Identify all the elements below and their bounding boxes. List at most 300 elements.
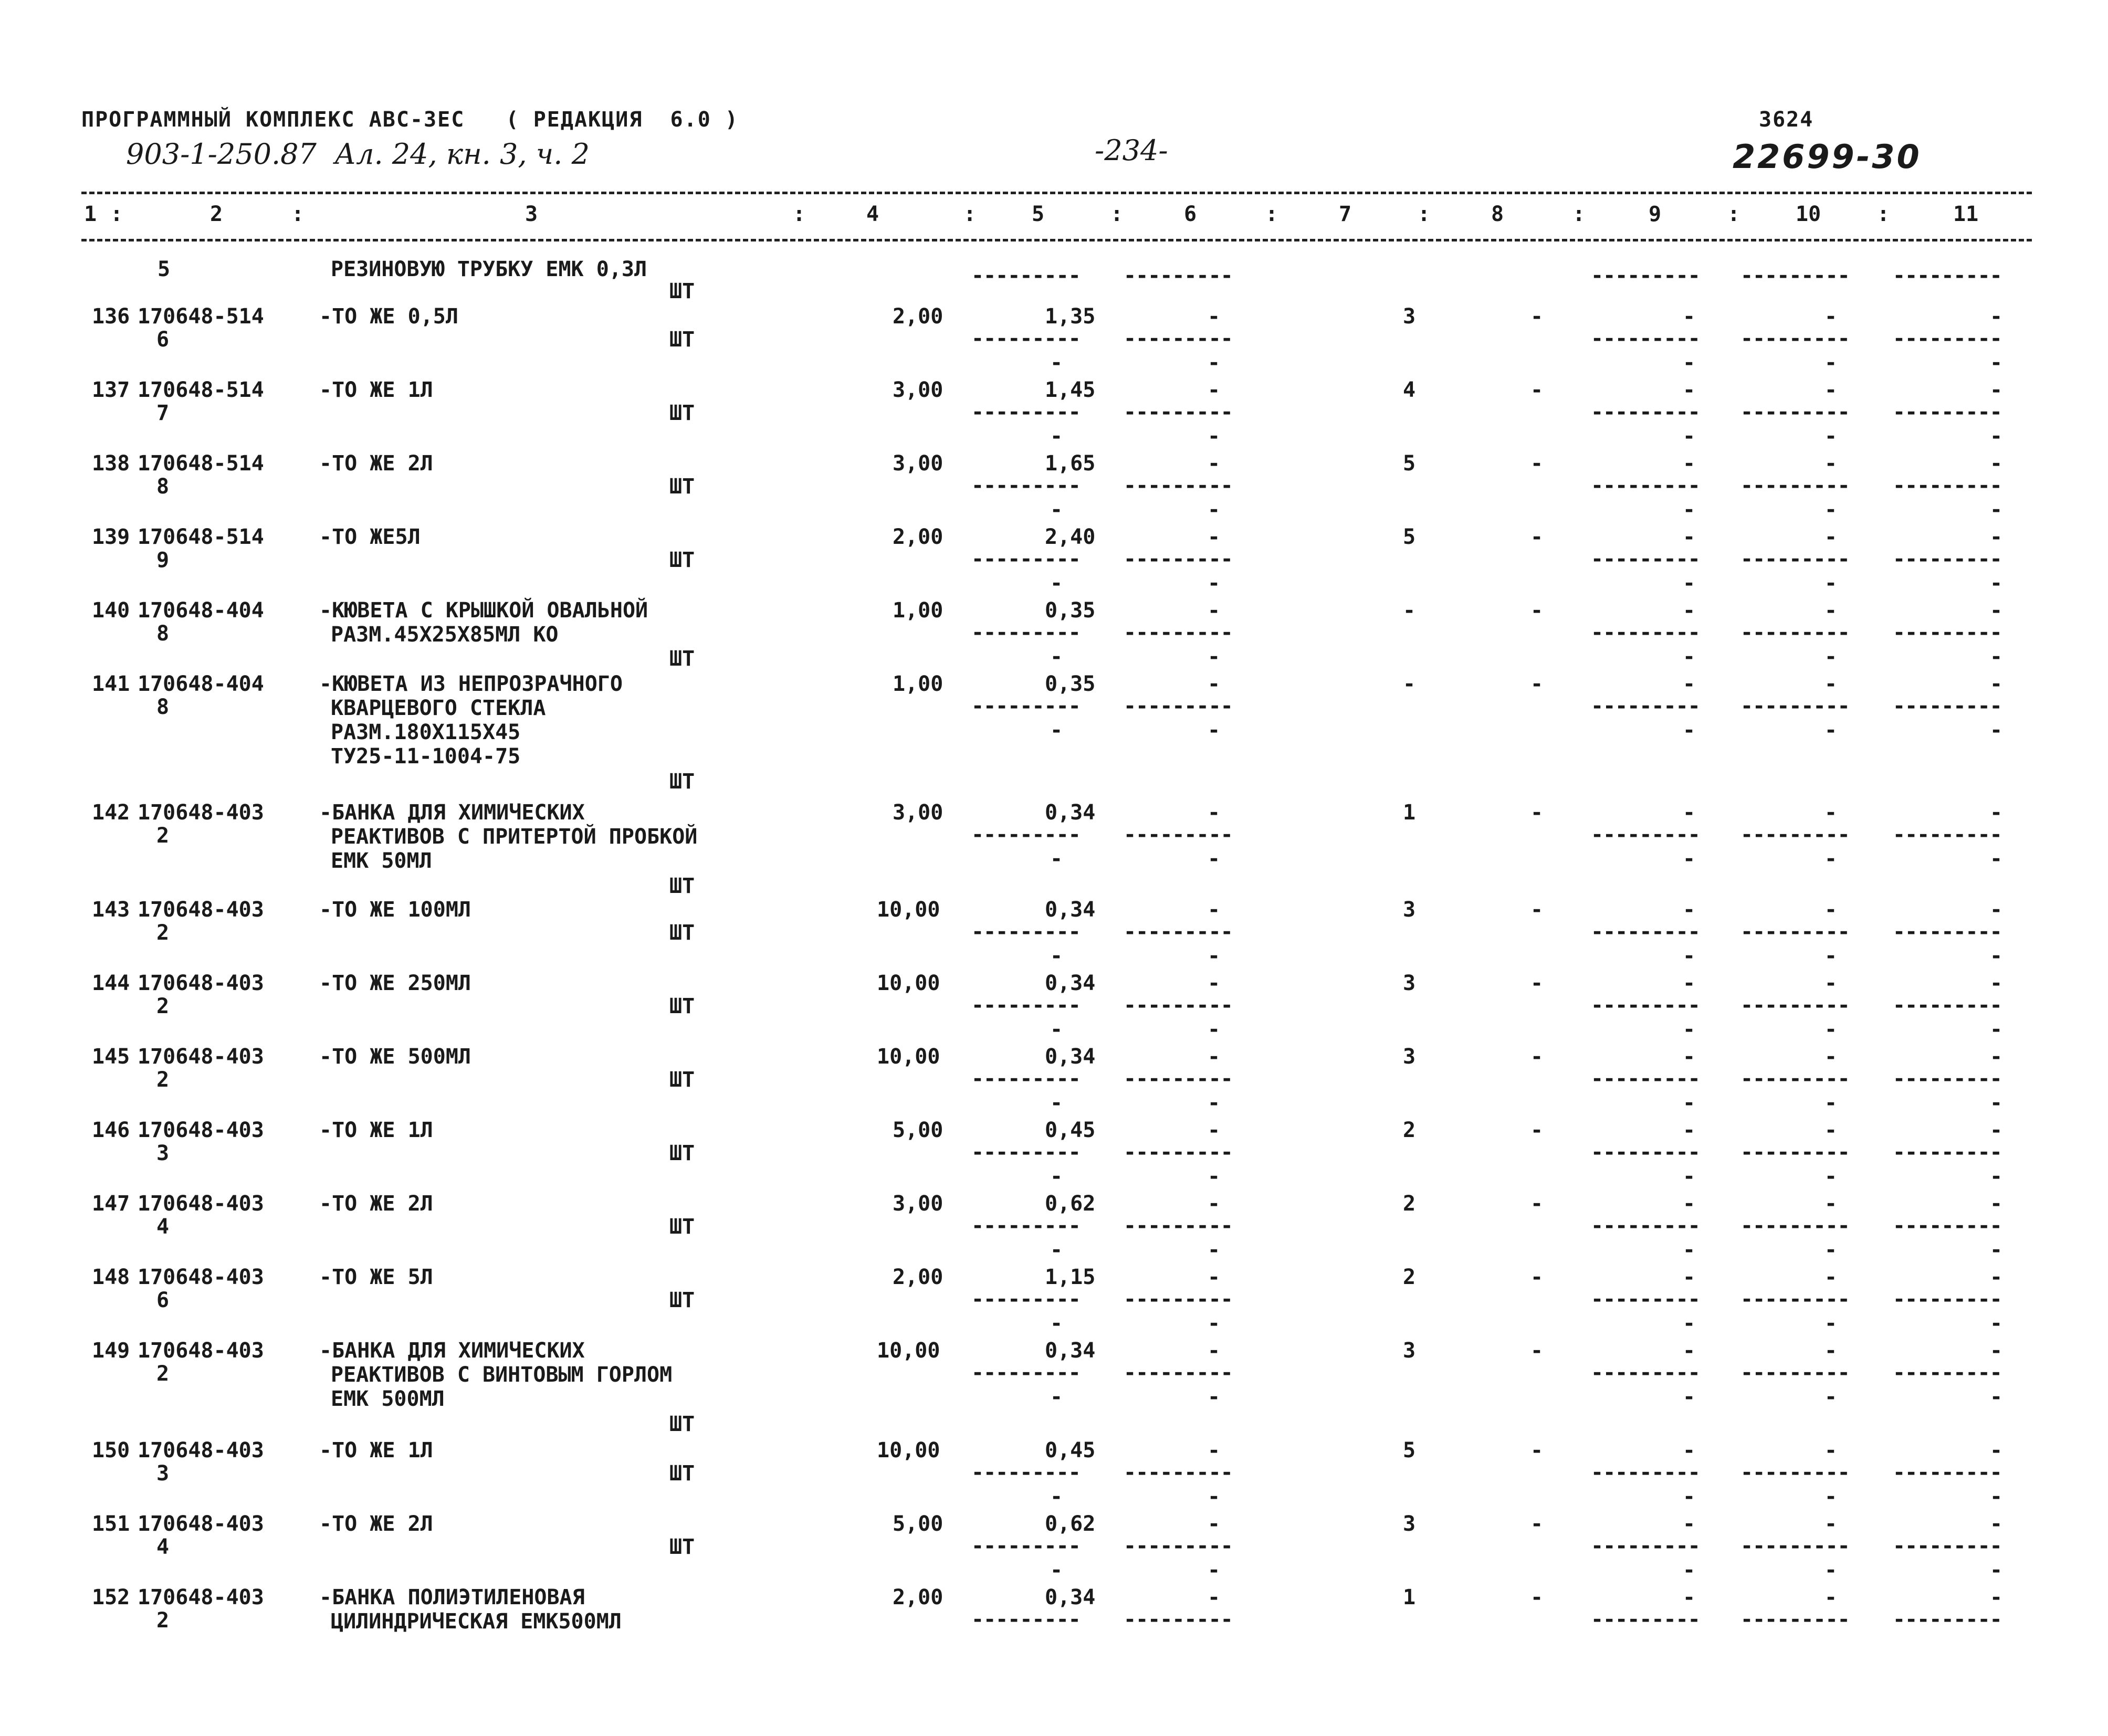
unit-label: ШТ <box>669 1288 695 1312</box>
col10-value: - <box>1824 971 1838 995</box>
dash-rule: --------- <box>1893 474 2002 498</box>
item-subcode: 2 <box>156 921 170 945</box>
continuation-mark: - <box>1208 1164 1221 1188</box>
col6-value: - <box>1208 451 1221 476</box>
col11-value: - <box>1990 801 2003 825</box>
spec-table <box>0 247 2108 1664</box>
col6-value: - <box>1208 1438 1221 1463</box>
quantity: 3,00 <box>893 801 943 825</box>
col7-value: 5 <box>1403 451 1416 476</box>
dash-rule: --------- <box>971 264 1081 288</box>
col8-value: - <box>1530 898 1544 922</box>
column-header-6: 6 <box>1184 202 1197 226</box>
item-code: 170648-514 <box>138 451 264 476</box>
continuation-mark: - <box>1990 1311 2003 1335</box>
continuation-mark: - <box>1208 944 1221 968</box>
dash-rule: --------- <box>1124 1214 1233 1238</box>
row-number: 150 <box>92 1438 130 1463</box>
continuation-mark: - <box>1050 424 1063 448</box>
dash-rule: --------- <box>1893 547 2002 571</box>
continuation-mark: - <box>1208 571 1221 595</box>
dash-rule: --------- <box>1124 823 1233 847</box>
item-name: -БАНКА ДЛЯ ХИМИЧЕСКИХ <box>319 801 585 825</box>
dash-rule: --------- <box>971 400 1081 424</box>
col8-value: - <box>1530 1438 1544 1463</box>
item-name: -ТО ЖЕ 1Л <box>319 378 433 402</box>
col11-value: - <box>1990 598 2003 623</box>
continuation-mark: - <box>1050 1091 1063 1115</box>
continuation-mark: - <box>1208 718 1221 742</box>
item-subcode: 4 <box>156 1535 170 1559</box>
col7-value: 2 <box>1403 1118 1416 1142</box>
unit-price: 0,35 <box>1045 672 1096 696</box>
continuation-mark: - <box>1990 351 2003 375</box>
col8-value: - <box>1530 1585 1544 1609</box>
col8-value: - <box>1530 378 1544 402</box>
col9-value: - <box>1683 1512 1696 1536</box>
dash-rule: --------- <box>1124 1287 1233 1311</box>
unit-label: ШТ <box>669 328 695 352</box>
continuation-mark: - <box>1050 1017 1063 1041</box>
unit-label: ШТ <box>669 1215 695 1239</box>
continuation-mark: - <box>1990 944 2003 968</box>
unit-label: ШТ <box>669 921 695 945</box>
item-name: -КЮВЕТА С КРЫШКОЙ ОВАЛЬНОЙ <box>319 598 648 623</box>
row-number: 151 <box>92 1512 130 1536</box>
col9-value: - <box>1683 525 1696 549</box>
item-name: -ТО ЖЕ 500МЛ <box>319 1045 471 1069</box>
dash-rule: --------- <box>1124 694 1233 718</box>
column-header-3: 3 <box>525 202 538 226</box>
item-subcode: 6 <box>156 1288 170 1312</box>
continuation-mark: - <box>1050 1485 1063 1509</box>
header-bottom-rule <box>81 239 2032 241</box>
col8-value: - <box>1530 525 1544 549</box>
col7-value: 4 <box>1403 378 1416 402</box>
unit-label: ШТ <box>669 1141 695 1165</box>
dash-rule: --------- <box>971 823 1081 847</box>
row-number: 148 <box>92 1265 130 1289</box>
col10-value: - <box>1824 1512 1838 1536</box>
item-name: -ТО ЖЕ 0,5Л <box>319 304 458 329</box>
dash-rule: --------- <box>1591 474 1700 498</box>
continuation-mark: - <box>1824 424 1838 448</box>
document-number: 22699-30 <box>1733 138 1922 176</box>
continuation-mark: - <box>1824 1485 1838 1509</box>
quantity: 1,00 <box>893 598 943 623</box>
quantity: 5,00 <box>893 1118 943 1142</box>
continuation-mark: - <box>1683 571 1696 595</box>
dash-rule: --------- <box>1591 400 1700 424</box>
dash-rule: --------- <box>1124 1067 1233 1091</box>
dash-rule: --------- <box>1740 1067 1850 1091</box>
dash-rule: --------- <box>1893 823 2002 847</box>
continuation-mark: - <box>1208 1385 1221 1409</box>
col9-value: - <box>1683 672 1696 696</box>
continuation-mark: - <box>1824 1238 1838 1262</box>
continuation-mark: - <box>1824 944 1838 968</box>
column-header-11: 11 <box>1953 202 1979 226</box>
unit-label: ШТ <box>669 1412 695 1436</box>
dash-rule: --------- <box>971 327 1081 351</box>
col11-value: - <box>1990 1045 2003 1069</box>
col7-value: 2 <box>1403 1265 1416 1289</box>
col9-value: - <box>1683 1438 1696 1463</box>
item-code: 170648-514 <box>138 378 264 402</box>
continuation-mark: - <box>1050 1164 1063 1188</box>
unit-price: 1,15 <box>1045 1265 1096 1289</box>
column-separator: : <box>1727 202 1740 226</box>
col7-value: 3 <box>1403 1339 1416 1363</box>
col8-value: - <box>1530 1045 1544 1069</box>
continuation-mark: - <box>1208 1485 1221 1509</box>
col10-value: - <box>1824 1438 1838 1463</box>
column-header-9: 9 <box>1649 202 1662 226</box>
continuation-mark: - <box>1990 1238 2003 1262</box>
item-code: 170648-404 <box>138 672 264 696</box>
col9-value: - <box>1683 1045 1696 1069</box>
continuation-mark: - <box>1208 424 1221 448</box>
dash-rule: --------- <box>1740 1287 1850 1311</box>
continuation-mark: - <box>1208 1017 1221 1041</box>
continuation-mark: - <box>1050 1385 1063 1409</box>
unit-label: ШТ <box>669 1535 695 1559</box>
continuation-mark: - <box>1208 351 1221 375</box>
dash-rule: --------- <box>1893 620 2002 645</box>
unit-label: ШТ <box>669 647 695 671</box>
unit-price: 0,45 <box>1045 1438 1096 1463</box>
dash-rule: --------- <box>971 1214 1081 1238</box>
continuation-mark: - <box>1683 498 1696 522</box>
dash-rule: --------- <box>1591 547 1700 571</box>
col8-value: - <box>1530 1118 1544 1142</box>
dash-rule: --------- <box>1740 1140 1850 1164</box>
quantity: 10,00 <box>877 898 940 922</box>
continuation-mark: - <box>1990 1558 2003 1582</box>
row-number: 137 <box>92 378 130 402</box>
dash-rule: --------- <box>1591 1214 1700 1238</box>
col7-value: 2 <box>1403 1192 1416 1216</box>
project-code-handwritten: 903-1-250.87 Ал. 24, кн. 3, ч. 2 <box>126 138 590 171</box>
col6-value: - <box>1208 304 1221 329</box>
quantity: 2,00 <box>893 1585 943 1609</box>
col11-value: - <box>1990 525 2003 549</box>
unit-price: 0,62 <box>1045 1192 1096 1216</box>
col7-value: 3 <box>1403 1045 1416 1069</box>
col6-value: - <box>1208 1265 1221 1289</box>
dash-rule: --------- <box>1740 1460 1850 1485</box>
item-code: 170648-403 <box>138 971 264 995</box>
col8-value: - <box>1530 1192 1544 1216</box>
continuation-mark: - <box>1050 351 1063 375</box>
item-name: -БАНКА ДЛЯ ХИМИЧЕСКИХ <box>319 1339 585 1363</box>
col8-value: - <box>1530 598 1544 623</box>
continuation-mark: - <box>1683 1017 1696 1041</box>
col10-value: - <box>1824 598 1838 623</box>
continuation-mark: - <box>1990 1091 2003 1115</box>
quantity: 10,00 <box>877 971 940 995</box>
col7-value: 5 <box>1403 1438 1416 1463</box>
quantity: 3,00 <box>893 378 943 402</box>
quantity: 2,00 <box>893 1265 943 1289</box>
continuation-mark: - <box>1050 571 1063 595</box>
column-header-4: 4 <box>866 202 879 226</box>
item-subcode: 9 <box>156 548 170 572</box>
item-code: 170648-403 <box>138 898 264 922</box>
dash-rule: --------- <box>1591 1287 1700 1311</box>
dash-rule: --------- <box>1893 1214 2002 1238</box>
item-code: 170648-403 <box>138 1265 264 1289</box>
dash-rule: --------- <box>1893 1287 2002 1311</box>
dash-rule: --------- <box>971 1067 1081 1091</box>
col11-value: - <box>1990 1118 2003 1142</box>
unit-price: 0,34 <box>1045 898 1096 922</box>
col6-value: - <box>1208 1045 1221 1069</box>
dash-rule: --------- <box>1740 620 1850 645</box>
continuation-mark: - <box>1683 718 1696 742</box>
col7-value: 3 <box>1403 971 1416 995</box>
continuation-mark: - <box>1683 1558 1696 1582</box>
column-separator: : <box>1265 202 1278 226</box>
dash-rule: --------- <box>1893 1607 2002 1632</box>
col9-value: - <box>1683 1339 1696 1363</box>
quantity: 2,00 <box>893 525 943 549</box>
item-code: 170648-403 <box>138 1339 264 1363</box>
col7-value: - <box>1403 598 1416 623</box>
continuation-mark: - <box>1050 1238 1063 1262</box>
column-separator: : <box>1110 202 1124 226</box>
unit-price: 0,34 <box>1045 1585 1096 1609</box>
item-name: ТУ25-11-1004-75 <box>331 744 521 769</box>
col10-value: - <box>1824 801 1838 825</box>
unit-price: 1,65 <box>1045 451 1096 476</box>
dash-rule: --------- <box>971 1140 1081 1164</box>
dash-rule: --------- <box>971 1460 1081 1485</box>
item-name: ЕМК 500МЛ <box>331 1387 445 1411</box>
dash-rule: --------- <box>1124 620 1233 645</box>
col11-value: - <box>1990 971 2003 995</box>
col8-value: - <box>1530 801 1544 825</box>
item-code: 170648-514 <box>138 304 264 329</box>
dash-rule: --------- <box>1591 920 1700 944</box>
col10-value: - <box>1824 1339 1838 1363</box>
quantity: 3,00 <box>893 1192 943 1216</box>
row-number: 140 <box>92 598 130 623</box>
unit-label: ШТ <box>669 279 695 303</box>
top-rule <box>81 192 2032 194</box>
dash-rule: --------- <box>971 1287 1081 1311</box>
col9-value: - <box>1683 898 1696 922</box>
continuation-mark: - <box>1208 498 1221 522</box>
continuation-mark: - <box>1683 351 1696 375</box>
continuation-mark: - <box>1824 1164 1838 1188</box>
item-name: РАЗМ.45Х25Х85МЛ КО <box>331 623 559 647</box>
column-header-8: 8 <box>1491 202 1504 226</box>
col9-value: - <box>1683 1118 1696 1142</box>
col8-value: - <box>1530 304 1544 329</box>
quantity: 1,00 <box>893 672 943 696</box>
col11-value: - <box>1990 672 2003 696</box>
col7-value: - <box>1403 672 1416 696</box>
column-header-2: 2 <box>210 202 223 226</box>
row-number: 152 <box>92 1585 130 1609</box>
col8-value: - <box>1530 1512 1544 1536</box>
item-subcode: 4 <box>156 1215 170 1239</box>
continuation-mark: - <box>1050 1558 1063 1582</box>
dash-rule: --------- <box>1124 547 1233 571</box>
item-name: ЦИЛИНДРИЧЕСКАЯ ЕМК500МЛ <box>331 1609 622 1634</box>
col9-value: - <box>1683 378 1696 402</box>
col6-value: - <box>1208 672 1221 696</box>
continuation-mark: - <box>1050 1311 1063 1335</box>
dash-rule: --------- <box>1591 694 1700 718</box>
dash-rule: --------- <box>1740 264 1850 288</box>
continuation-mark: - <box>1208 1558 1221 1582</box>
dash-rule: --------- <box>1591 264 1700 288</box>
unit-label: ШТ <box>669 874 695 898</box>
col11-value: - <box>1990 1585 2003 1609</box>
dash-rule: --------- <box>1591 993 1700 1017</box>
continuation-mark: - <box>1208 1091 1221 1115</box>
dash-rule: --------- <box>1591 1607 1700 1632</box>
col11-value: - <box>1990 304 2003 329</box>
col7-value: 3 <box>1403 1512 1416 1536</box>
item-subcode: 2 <box>156 1608 170 1633</box>
continuation-mark: - <box>1824 1017 1838 1041</box>
continuation-mark: - <box>1990 847 2003 871</box>
dash-rule: --------- <box>1893 1140 2002 1164</box>
col10-value: - <box>1824 1045 1838 1069</box>
col9-value: - <box>1683 1585 1696 1609</box>
unit-label: ШТ <box>669 1461 695 1486</box>
unit-label: ШТ <box>669 401 695 425</box>
continuation-mark: - <box>1683 944 1696 968</box>
dash-rule: --------- <box>971 694 1081 718</box>
column-separator: : <box>110 202 123 226</box>
continuation-mark: - <box>1683 645 1696 669</box>
item-code: 170648-403 <box>138 801 264 825</box>
item-code: 170648-404 <box>138 598 264 623</box>
continuation-mark: - <box>1990 1017 2003 1041</box>
unit-label: ШТ <box>669 770 695 794</box>
item-code: 170648-403 <box>138 1512 264 1536</box>
col6-value: - <box>1208 1512 1221 1536</box>
dash-rule: --------- <box>971 474 1081 498</box>
carryover-name: РЕЗИНОВУЮ ТРУБКУ ЕМК 0,3Л <box>331 257 647 281</box>
col10-value: - <box>1824 898 1838 922</box>
unit-label: ШТ <box>669 475 695 499</box>
row-number: 141 <box>92 672 130 696</box>
col7-value: 1 <box>1403 1585 1416 1609</box>
continuation-mark: - <box>1208 645 1221 669</box>
row-number: 143 <box>92 898 130 922</box>
quantity: 2,00 <box>893 304 943 329</box>
dash-rule: --------- <box>1893 264 2002 288</box>
col9-value: - <box>1683 598 1696 623</box>
continuation-mark: - <box>1990 424 2003 448</box>
continuation-mark: - <box>1683 1311 1696 1335</box>
continuation-mark: - <box>1990 1485 2003 1509</box>
dash-rule: --------- <box>1893 1067 2002 1091</box>
unit-price: 0,35 <box>1045 598 1096 623</box>
column-header <box>0 202 2108 228</box>
continuation-mark: - <box>1683 847 1696 871</box>
col6-value: - <box>1208 525 1221 549</box>
dash-rule: --------- <box>1124 993 1233 1017</box>
col11-value: - <box>1990 451 2003 476</box>
column-separator: : <box>963 202 977 226</box>
dash-rule: --------- <box>1124 400 1233 424</box>
unit-label: ШТ <box>669 994 695 1018</box>
program-title: ПРОГРАММНЫЙ КОМПЛЕКС АВС-3ЕС ( РЕДАКЦИЯ 6.0 ) <box>81 108 739 132</box>
quantity: 3,00 <box>893 451 943 476</box>
continuation-mark: - <box>1683 1091 1696 1115</box>
item-subcode: 2 <box>156 1362 170 1386</box>
unit-price: 0,34 <box>1045 1339 1096 1363</box>
row-number: 139 <box>92 525 130 549</box>
item-name: КВАРЦЕВОГО СТЕКЛА <box>331 696 546 720</box>
dash-rule: --------- <box>971 1361 1081 1385</box>
col10-value: - <box>1824 451 1838 476</box>
dash-rule: --------- <box>1893 1534 2002 1558</box>
col8-value: - <box>1530 451 1544 476</box>
item-name: -ТО ЖЕ 5Л <box>319 1265 433 1289</box>
dash-rule: --------- <box>1893 1460 2002 1485</box>
item-subcode: 3 <box>156 1461 170 1486</box>
row-number: 149 <box>92 1339 130 1363</box>
unit-price: 1,35 <box>1045 304 1096 329</box>
unit-price: 0,45 <box>1045 1118 1096 1142</box>
item-name: -ТО ЖЕ 1Л <box>319 1118 433 1142</box>
item-name: -ТО ЖЕ 1Л <box>319 1438 433 1463</box>
col7-value: 3 <box>1403 304 1416 329</box>
col8-value: - <box>1530 971 1544 995</box>
col9-value: - <box>1683 801 1696 825</box>
continuation-mark: - <box>1824 498 1838 522</box>
col6-value: - <box>1208 1339 1221 1363</box>
col8-value: - <box>1530 1339 1544 1363</box>
continuation-mark: - <box>1824 1558 1838 1582</box>
col7-value: 3 <box>1403 898 1416 922</box>
unit-price: 0,34 <box>1045 801 1096 825</box>
continuation-mark: - <box>1990 645 2003 669</box>
col10-value: - <box>1824 525 1838 549</box>
dash-rule: --------- <box>971 920 1081 944</box>
col8-value: - <box>1530 672 1544 696</box>
dash-rule: --------- <box>1124 264 1233 288</box>
row-number: 136 <box>92 304 130 329</box>
continuation-mark: - <box>1990 1164 2003 1188</box>
dash-rule: --------- <box>1591 1460 1700 1485</box>
item-code: 170648-403 <box>138 1192 264 1216</box>
row-number: 146 <box>92 1118 130 1142</box>
col6-value: - <box>1208 1585 1221 1609</box>
item-subcode: 7 <box>156 401 170 425</box>
item-name: ЕМК 50МЛ <box>331 849 432 873</box>
row-number: 144 <box>92 971 130 995</box>
item-subcode: 2 <box>156 994 170 1018</box>
col6-value: - <box>1208 1118 1221 1142</box>
continuation-mark: - <box>1208 847 1221 871</box>
continuation-mark: - <box>1683 1385 1696 1409</box>
item-code: 170648-403 <box>138 1438 264 1463</box>
dash-rule: --------- <box>1124 1361 1233 1385</box>
item-subcode: 2 <box>156 824 170 848</box>
dash-rule: --------- <box>1893 920 2002 944</box>
col6-value: - <box>1208 378 1221 402</box>
unit-label: ШТ <box>669 548 695 572</box>
dash-rule: --------- <box>1124 1140 1233 1164</box>
